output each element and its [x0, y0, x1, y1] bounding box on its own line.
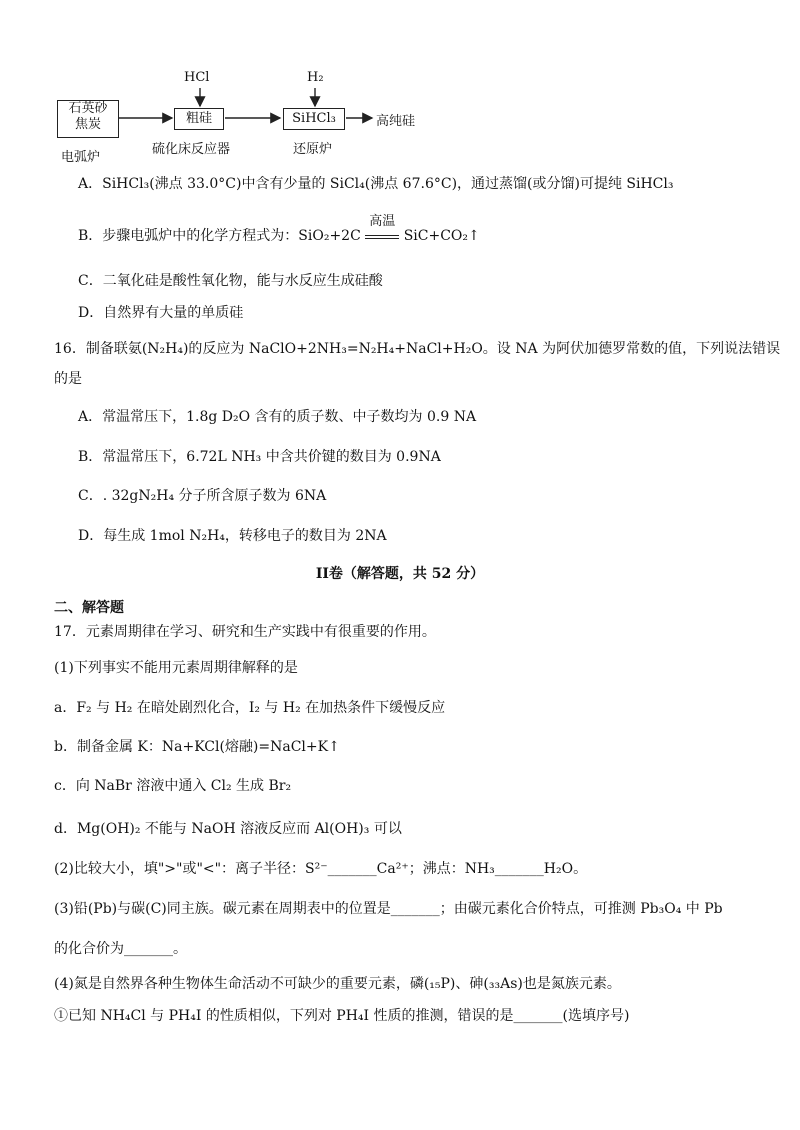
- flow-box-crude-silicon: 粗硅: [174, 108, 224, 130]
- q15-option-b-suffix: SiC+CO₂↑: [403, 228, 480, 244]
- flow-reagent-h2: H₂: [307, 70, 324, 85]
- q16-option-c: C．. 32gN₂H₄ 分子所含原子数为 6NA: [78, 488, 327, 504]
- q15-option-b: [78, 214, 480, 246]
- equation-condition-arrow: [365, 214, 399, 246]
- q17-part3-line2: 的化合价为_______。: [54, 941, 187, 957]
- q17-part2: (2)比较大小，填">"或"<"：离子半径：S²⁻_______Ca²⁺；沸点：NH₃_______H₂O。: [54, 861, 588, 877]
- flow-box1-line2: 焦炭: [74, 117, 101, 132]
- q15-option-d: D．自然界有大量的单质硅: [78, 305, 244, 321]
- q17-part1: (1)下列事实不能用元素周期律解释的是: [54, 660, 298, 676]
- section-title: II卷（解答题，共 52 分）: [315, 566, 485, 582]
- q16-stem-line1: 16．制备联氨(N₂H₄)的反应为 NaClO+2NH₃=N₂H₄+NaCl+H₂O。设 NA 为阿伏加德罗常数的值，下列说法错误: [54, 341, 781, 357]
- q15-option-c: C．二氧化硅是酸性氧化物，能与水反应生成硅酸: [78, 273, 383, 289]
- q17-option-b: b．制备金属 K：Na+KCl(熔融)=NaCl+K↑: [54, 739, 340, 755]
- section-heading: 二、解答题: [54, 600, 124, 616]
- q16-option-d: D．每生成 1mol N₂H₄，转移电子的数目为 2NA: [78, 528, 387, 544]
- flow-caption-arc-furnace: 电弧炉: [61, 150, 101, 165]
- q15-option-b-prefix: B．步骤电弧炉中的化学方程式为：SiO₂+2C: [78, 228, 361, 244]
- q17-stem: 17．元素周期律在学习、研究和生产实践中有很重要的作用。: [54, 624, 436, 640]
- q15-option-b-condition: 高温: [369, 214, 396, 229]
- q17-option-a: a．F₂ 与 H₂ 在暗处剧烈化合，I₂ 与 H₂ 在加热条件下缓慢反应: [54, 700, 446, 716]
- q17-part3-line1: (3)铅(Pb)与碳(C)同主族。碳元素在周期表中的位置是_______；由碳元素化合价特点，可推测 Pb₃O₄ 中 Pb: [54, 901, 723, 917]
- q15-option-a: A．SiHCl₃(沸点 33.0°C)中含有少量的 SiCl₄(沸点 67.6°C)，通过蒸馏(或分馏)可提纯 SiHCl₃: [78, 176, 674, 192]
- flow-product-pure-silicon: 高纯硅: [376, 114, 416, 129]
- q17-part4: (4)氮是自然界各种生物体生命活动不可缺少的重要元素，磷(₁₅P)、砷(₃₃As)也是氮族元素。: [54, 976, 621, 992]
- q16-option-a: A．常温常压下，1.8g D₂O 含有的质子数、中子数均为 0.9 NA: [78, 409, 477, 425]
- flow-reagent-hcl: HCl: [184, 70, 210, 85]
- flow-diagram-arrows: [0, 0, 800, 160]
- flow-box-sihcl3: SiHCl₃: [283, 108, 345, 130]
- q16-stem-line2: 的是: [54, 371, 82, 387]
- flow-box-raw-materials: [57, 100, 119, 138]
- flow-box1-line1: 石英砂: [68, 101, 108, 116]
- flow-caption-reduction-furnace: 还原炉: [293, 142, 333, 157]
- q17-part4-sub1: ①已知 NH₄Cl 与 PH₄I 的性质相似，下列对 PH₄I 性质的推测，错误的是_______(选填序号): [54, 1008, 630, 1024]
- q17-option-c: c．向 NaBr 溶液中通入 Cl₂ 生成 Br₂: [54, 778, 292, 794]
- flow-caption-reactor: 硫化床反应器: [152, 142, 231, 157]
- q17-option-d: d．Mg(OH)₂ 不能与 NaOH 溶液反应而 Al(OH)₃ 可以: [54, 821, 402, 837]
- q16-option-b: B．常温常压下，6.72L NH₃ 中含共价键的数目为 0.9NA: [78, 449, 441, 465]
